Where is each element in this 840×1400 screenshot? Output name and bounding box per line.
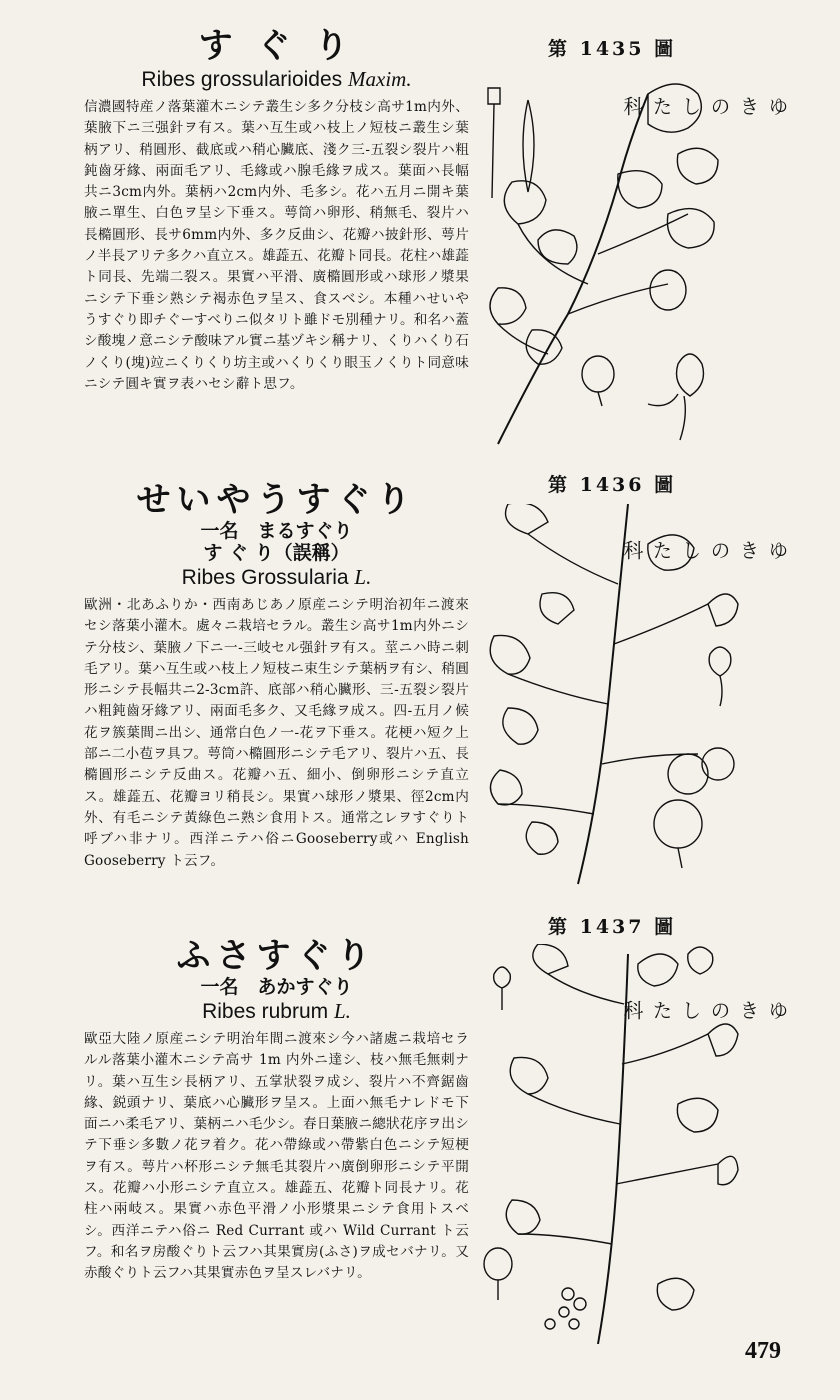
- plant-illustration-1437: [478, 944, 740, 1344]
- entry-description: 歐洲・北あふりか・西南あじあノ原産ニシテ明治初年ニ渡來セシ落葉小灌木。處々ニ栽培セラル。叢生シ高サ1m内外ニシテ分枝シ、葉腋ノ下ニ一-三岐セル强針ヲ有ス。莖ニハ時ニ刺毛アリ。葉ハ互生或ハ枝上ノ短枝ニ束生シテ葉柄ヲ有シ、稍圓形ニシテ長幅共ニ2-3cm許、底部ハ稍心臟形、三-五裂シ裂片ハ粗鈍齒牙緣アリ、兩面毛多ク、又毛緣ヲ成ス。四-五月ノ候花ヲ簇葉間ニ出シ、通常白色ノ一-花ヲ下垂ス。花梗ハ短ク上部ニ二小苞ヲ具フ。萼筒ハ橢圓形ニシテ毛アリ、裂片ハ五、長橢圓形ニシテ反曲ス。花瓣ハ五、細小、倒卵形ニシテ直立ス。雄蕋五、花瓣ヨリ稍長シ。果實ハ球形ノ漿果、徑2cm内外、有毛ニシテ黃綠色ニ熟シ食用トス。通常之レヲすぐりト呼ブハ非ナリ。西洋ニテハ俗ニGooseberry或ハ English Gooseberry ト云フ。: [84, 597, 474, 869]
- figure-label: 第 1436 圖: [548, 474, 677, 496]
- scientific-genus-species: Ribes Grossularia: [181, 566, 349, 589]
- entry-description: 信濃國特産ノ落葉灌木ニシテ叢生シ多ク分枝シ高サ1m内外、葉腋下ニ三强針ヲ有ス。葉ハ互生或ハ枝上ノ短枝ニ叢生シ葉柄アリ、稍圓形、截底或ハ稍心臟底、淺ク三-五裂シ裂片ハ粗鈍齒牙緣、兩面毛アリ、毛緣或ハ腺毛緣ヲ成ス。葉面ハ長幅共ニ3cm内外。葉柄ハ2cm内外、毛多シ。花ハ五月ニ開キ葉腋ニ單生、白色ヲ呈シ下垂ス。萼筒ハ卵形、稍無毛、裂片ハ長橢圓形、長サ6mm内外、多ク反曲シ、花瓣ハ披針形、萼片ノ半長アリテ多クハ直立ス。雄蕋五、花瓣ト同長。花柱ハ雄蕋ト同長、先端二裂ス。果實ハ平滑、廣橢圓形或ハ球形ノ漿果ニシテ下垂シ熟シテ褐赤色ヲ呈ス、食スベシ。本種ハせいやうすぐり即チぐーすべりニ似タリト雖ドモ別種ナリ。和名ハ蓋シ酸塊ノ意ニシテ酸味アル實ニ基ヅキシ稱ナリ、くりハくり石ノくり(塊)竝ニくりくり坊主或ハくりくり眼玉ノくりト同意味ニシテ圓キ實ヲ表ハセシ辭ト思フ。: [84, 99, 469, 392]
- entry-title: せいやうすぐり: [136, 480, 417, 520]
- entry-title: ふさすぐり: [176, 936, 377, 976]
- family-label: ゆきのした科: [620, 1000, 789, 1022]
- alternate-name: 一名 あかすぐり: [200, 976, 353, 998]
- scientific-author: L.: [354, 565, 372, 589]
- family-label: ゆきのした科: [620, 96, 789, 118]
- page-number: 479: [745, 1338, 781, 1364]
- entry-description: 歐亞大陸ノ原産ニシテ明治年間ニ渡來シ今ハ諸處ニ栽培セラルル落葉小灌木ニシテ高サ 1m 内外ニ達シ、枝ハ無毛無刺ナリ。葉ハ互生シ長柄アリ、五掌狀裂ヲ成シ、裂片ハ不齊鋸齒緣、鋭頭ナリ、葉底ハ心臟形ヲ呈ス。上面ハ無毛ナレドモ下面ニハ柔毛アリ、葉柄ニハ毛少シ。春日葉腋ニ總狀花序ヲ出シテ下垂シ多數ノ花ヲ着ク。花ハ帶綠或ハ帶紫白色ニシテ短梗ヲ有ス。萼片ハ杯形ニシテ無毛其裂片ハ廣倒卵形ニシテ平開ス。花瓣ハ小形ニシテ直立ス。雄蕋五、花瓣ト同長ナリ。花柱ハ兩岐ス。果實ハ赤色平滑ノ小形漿果ニシテ食用トスベシ。西洋ニテハ俗ニ Red Currant 或ハ Wild Currant ト云フ。和名ヲ房酸ぐりト云フハ其果實房(ふさ)ヲ成セバナリ。又赤酸ぐりト云フハ其果實赤色ヲ呈スレバナリ。: [84, 1031, 469, 1282]
- figure-label: 第 1437 圖: [548, 916, 677, 938]
- scientific-name: [84, 66, 469, 93]
- scientific-name: [84, 998, 469, 1025]
- scientific-name: [84, 564, 469, 591]
- entry-title: す ぐ り: [198, 26, 355, 66]
- scientific-author: L.: [333, 999, 351, 1023]
- alternate-name: す ぐ り（誤稱）: [203, 542, 350, 564]
- plant-illustration-1436: [478, 504, 740, 888]
- scientific-genus-species: Ribes rubrum: [202, 1000, 329, 1023]
- plant-illustration-1435: [478, 64, 740, 454]
- alternate-name: 一名 まるすぐり: [200, 520, 353, 542]
- figure-label: 第 1435 圖: [548, 38, 677, 60]
- family-label: ゆきのした科: [620, 540, 789, 562]
- scientific-genus-species: Ribes grossularioides: [141, 68, 343, 91]
- scientific-author: Maxim.: [348, 67, 412, 91]
